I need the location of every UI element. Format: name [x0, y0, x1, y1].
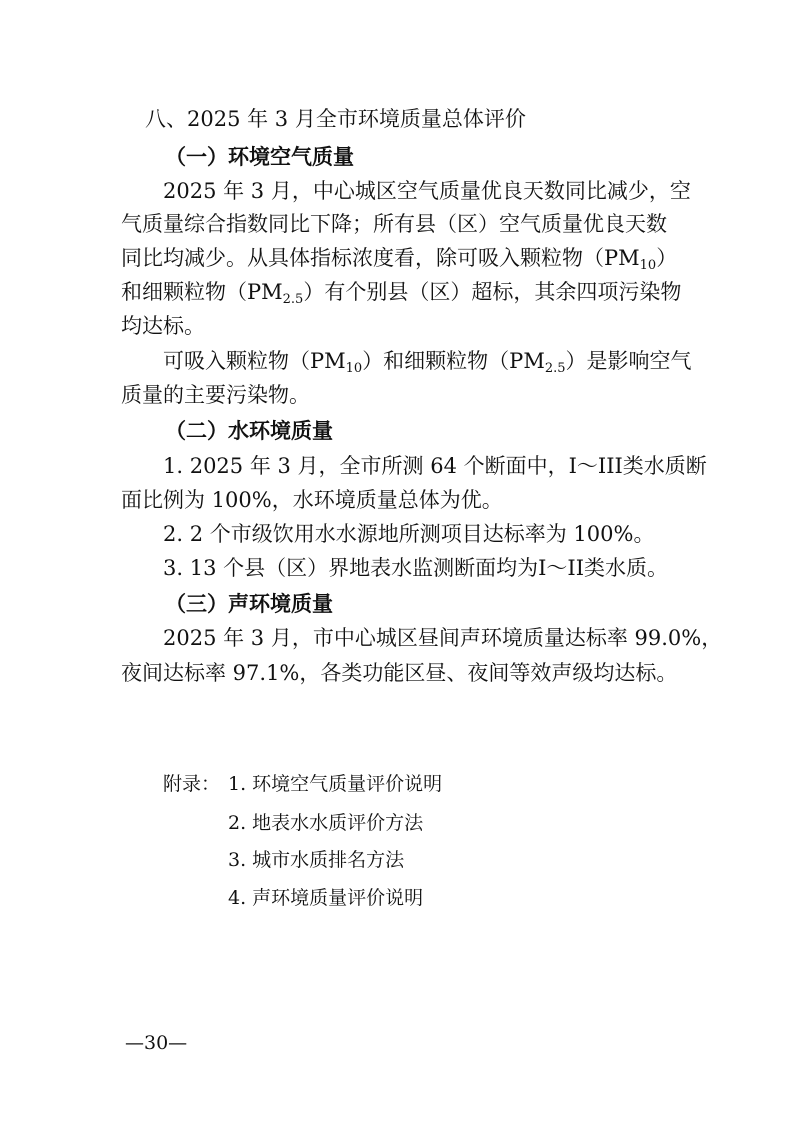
text-run: ）和细颗粒物（PM [362, 349, 545, 373]
appendix-item: 4. 声环境质量评价说明 [228, 887, 424, 909]
text-run: ） [656, 246, 678, 270]
water-quality-heading: （二）水环境质量 [165, 418, 333, 443]
text-run: ）有个别县（区）超标，其余四项污染物 [303, 280, 682, 304]
text-run: ）是影响空气 [565, 349, 692, 373]
noise-paragraph-line: 夜间达标率 97.1%，各类功能区昼、夜间等效声级均达标。 [121, 661, 678, 685]
subscript: 2.5 [282, 292, 304, 307]
air-paragraph-line: 均达标。 [121, 314, 205, 338]
appendix-item: 1. 环境空气质量评价说明 [228, 773, 443, 795]
air-paragraph-line: 质量的主要污染物。 [121, 383, 310, 407]
section-title: 八、2025 年 3 月全市环境质量总体评价 [145, 107, 526, 131]
text-run: 可吸入颗粒物（PM [163, 349, 346, 373]
water-item-line: 2. 2 个市级饮用水水源地所测项目达标率为 100%。 [163, 522, 655, 546]
appendix-item: 2. 地表水水质评价方法 [228, 812, 424, 834]
water-item-line: 3. 13 个县（区）界地表水监测断面均为I～II类水质。 [163, 556, 668, 580]
page-number: —30— [125, 1032, 188, 1054]
appendix-label: 附录： [163, 773, 221, 795]
subscript: 10 [345, 361, 363, 376]
subscript: 2.5 [544, 361, 566, 376]
water-item-line: 1. 2025 年 3 月，全市所测 64 个断面中，I～III类水质断 [163, 454, 707, 478]
text-run: 和细颗粒物（PM [121, 280, 283, 304]
text-run: 同比均减少。从具体指标浓度看，除可吸入颗粒物（PM [121, 246, 640, 270]
air-paragraph-line: 气质量综合指数同比下降；所有县（区）空气质量优良天数 [121, 212, 667, 236]
air-paragraph-line [163, 347, 692, 383]
air-paragraph-line: 2025 年 3 月，中心城区空气质量优良天数同比减少，空 [163, 179, 691, 203]
air-paragraph-line [121, 278, 681, 314]
air-quality-heading: （一）环境空气质量 [165, 144, 354, 169]
subscript: 10 [639, 258, 657, 273]
appendix-item: 3. 城市水质排名方法 [228, 849, 405, 871]
noise-quality-heading: （三）声环境质量 [165, 591, 333, 616]
air-paragraph-line [121, 244, 677, 280]
water-item-line: 面比例为 100%，水环境质量总体为优。 [121, 488, 503, 512]
noise-paragraph-line: 2025 年 3 月，市中心城区昼间声环境质量达标率 99.0%， [163, 626, 723, 650]
